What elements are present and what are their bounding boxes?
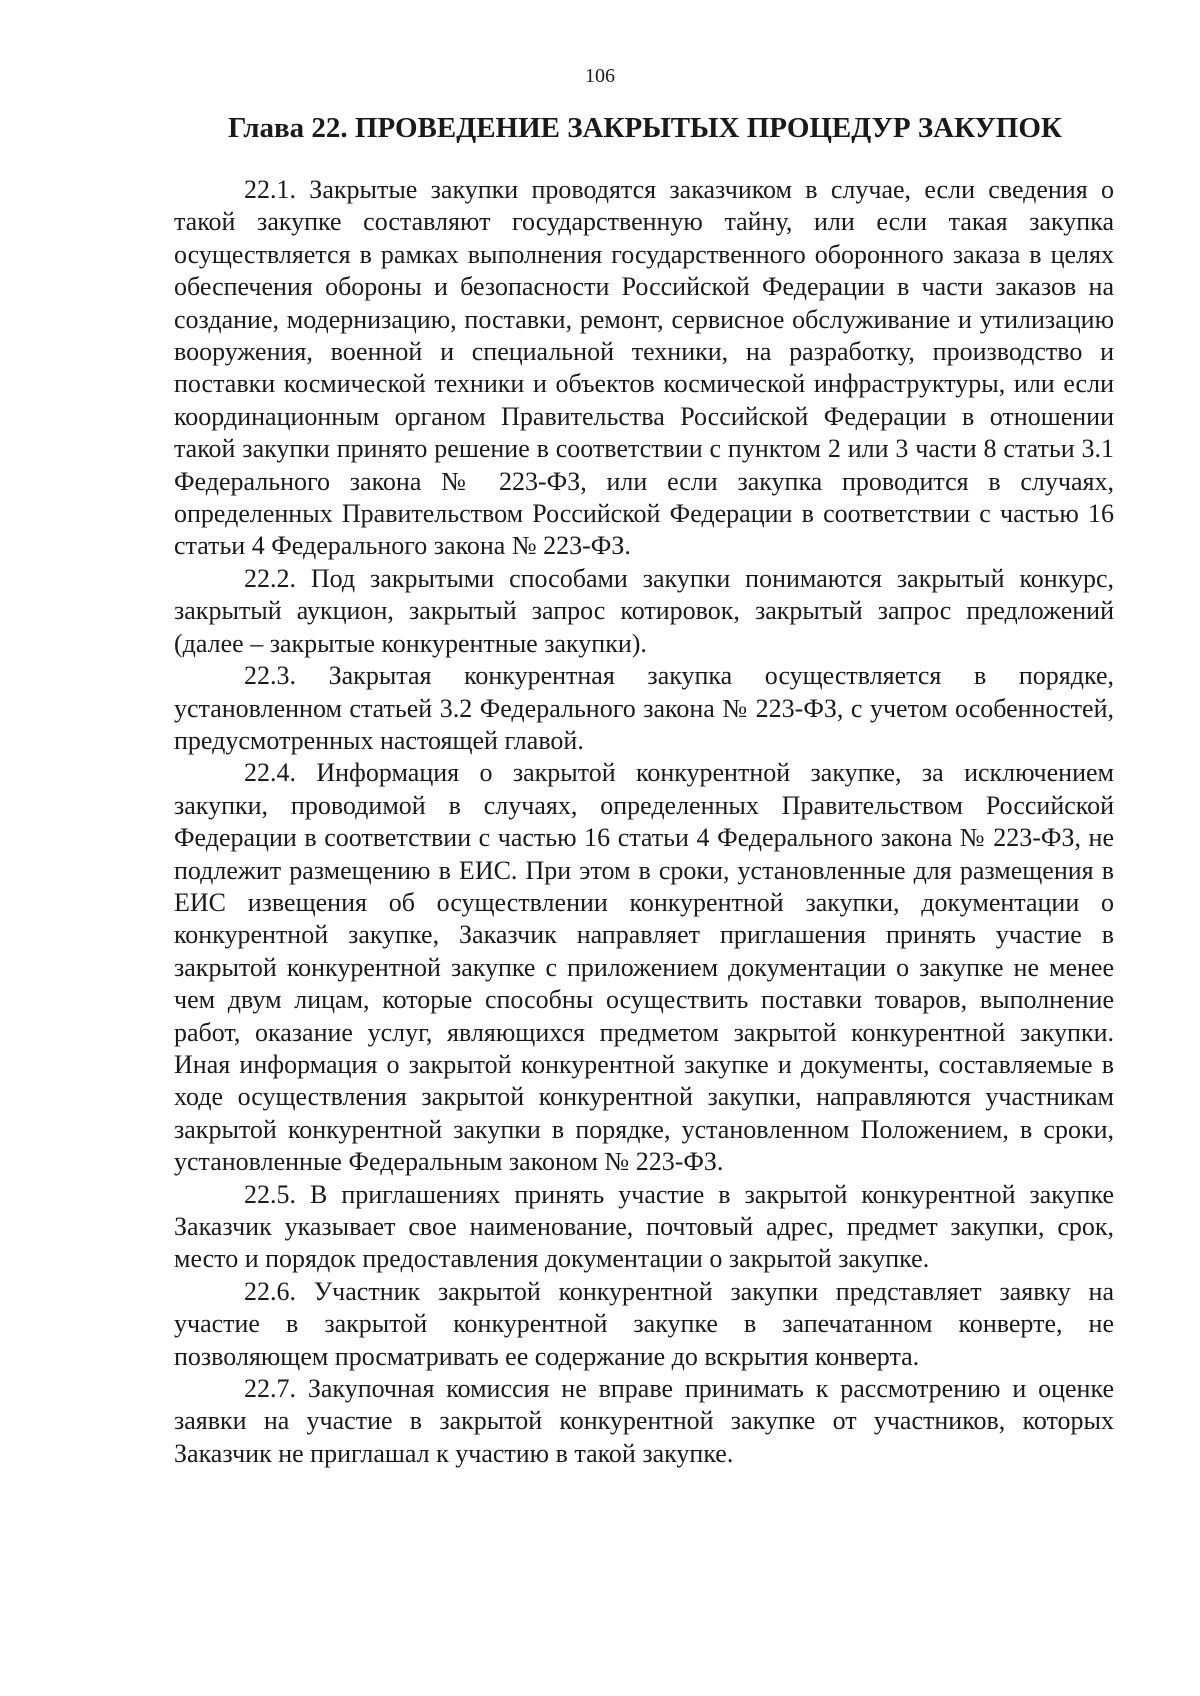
chapter-title: Глава 22. ПРОВЕДЕНИЕ ЗАКРЫТЫХ ПРОЦЕДУР ЗАКУПОК <box>228 112 1062 144</box>
body-text <box>174 174 1114 1470</box>
paragraph-22-3: 22.3. Закрытая конкурентная закупка осуществляется в порядке, установленном статьей 3.2 Федерального закона № 223-ФЗ, с учетом особенностей, предусмотренных настоящей главой. <box>174 661 1114 755</box>
paragraph-22-4: 22.4. Информация о закрытой конкурентной закупке, за исключением закупки, проводимой в случаях, определенных Правительством Российской Федерации в соответствии с частью 16 статьи 4 Федерального закона № 223-ФЗ, не подлежит размещению в ЕИС. При этом в сроки, установленные для размещения в ЕИС извещения об осуществлении конкурентной закупки, документации о конкурентной закупке, Заказчик направляет приглашения принять участие в закрытой конкурентной закупке с приложением документации о закупке не менее чем двум лицам, которые способны осуществить поставки товаров, выполнение работ, оказание услуг, являющихся предметом закрытой конкурентной закупки. Иная информация о закрытой конкурентной закупке и документы, составляемые в ходе осуществления закрытой конкурентной закупки, направляются участникам закрытой конкурентной закупки в порядке, установленном Положением, в сроки, установленные Федеральным законом № 223-ФЗ. <box>174 758 1114 1177</box>
paragraph-22-6: 22.6. Участник закрытой конкурентной закупки представляет заявку на участие в закрытой конкурентной закупке в запечатанном конверте, не позволяющем просматривать ее содержание до вскрытия конверта. <box>174 1276 1114 1371</box>
paragraph-22-5: 22.5. В приглашениях принять участие в закрытой конкурентной закупке Заказчик указывает свое наименование, почтовый адрес, предмет закупки, срок, место и порядок предоставления документации о закрытой закупке. <box>174 1179 1114 1274</box>
page-number: 106 <box>585 65 615 87</box>
paragraph-22-2: 22.2. Под закрытыми способами закупки понимаются закрытый конкурс, закрытый аукцион, закрытый запрос котировок, закрытый запрос предложений (далее – закрытые конкурентные закупки). <box>174 563 1114 658</box>
paragraph-22-7: 22.7. Закупочная комиссия не вправе принимать к рассмотрению и оценке заявки на участие в закрытой конкурентной закупке от участников, которых Заказчик не приглашал к участию в такой закупке. <box>174 1374 1114 1468</box>
paragraph-22-1: 22.1. Закрытые закупки проводятся заказчиком в случае, если сведения о такой закупке составляют государственную тайну, или если такая закупка осуществляется в рамках выполнения государственного оборонного заказа в целях обеспечения обороны и безопасности Российской Федерации в части заказов на создание, модернизацию, поставки, ремонт, сервисное обслуживание и утилизацию вооружения, военной и специальной техники, на разработку, производство и поставки космической техники и объектов космической инфраструктуры, или если координационным органом Правительства Российской Федерации в отношении такой закупки принято решение в соответствии с пунктом 2 или 3 части 8 статьи 3.1 Федерального закона № 223-ФЗ, или если закупка проводится в случаях, определенных Правительством Российской Федерации в соответствии с частью 16 статьи 4 Федерального закона № 223-ФЗ. <box>174 175 1114 561</box>
